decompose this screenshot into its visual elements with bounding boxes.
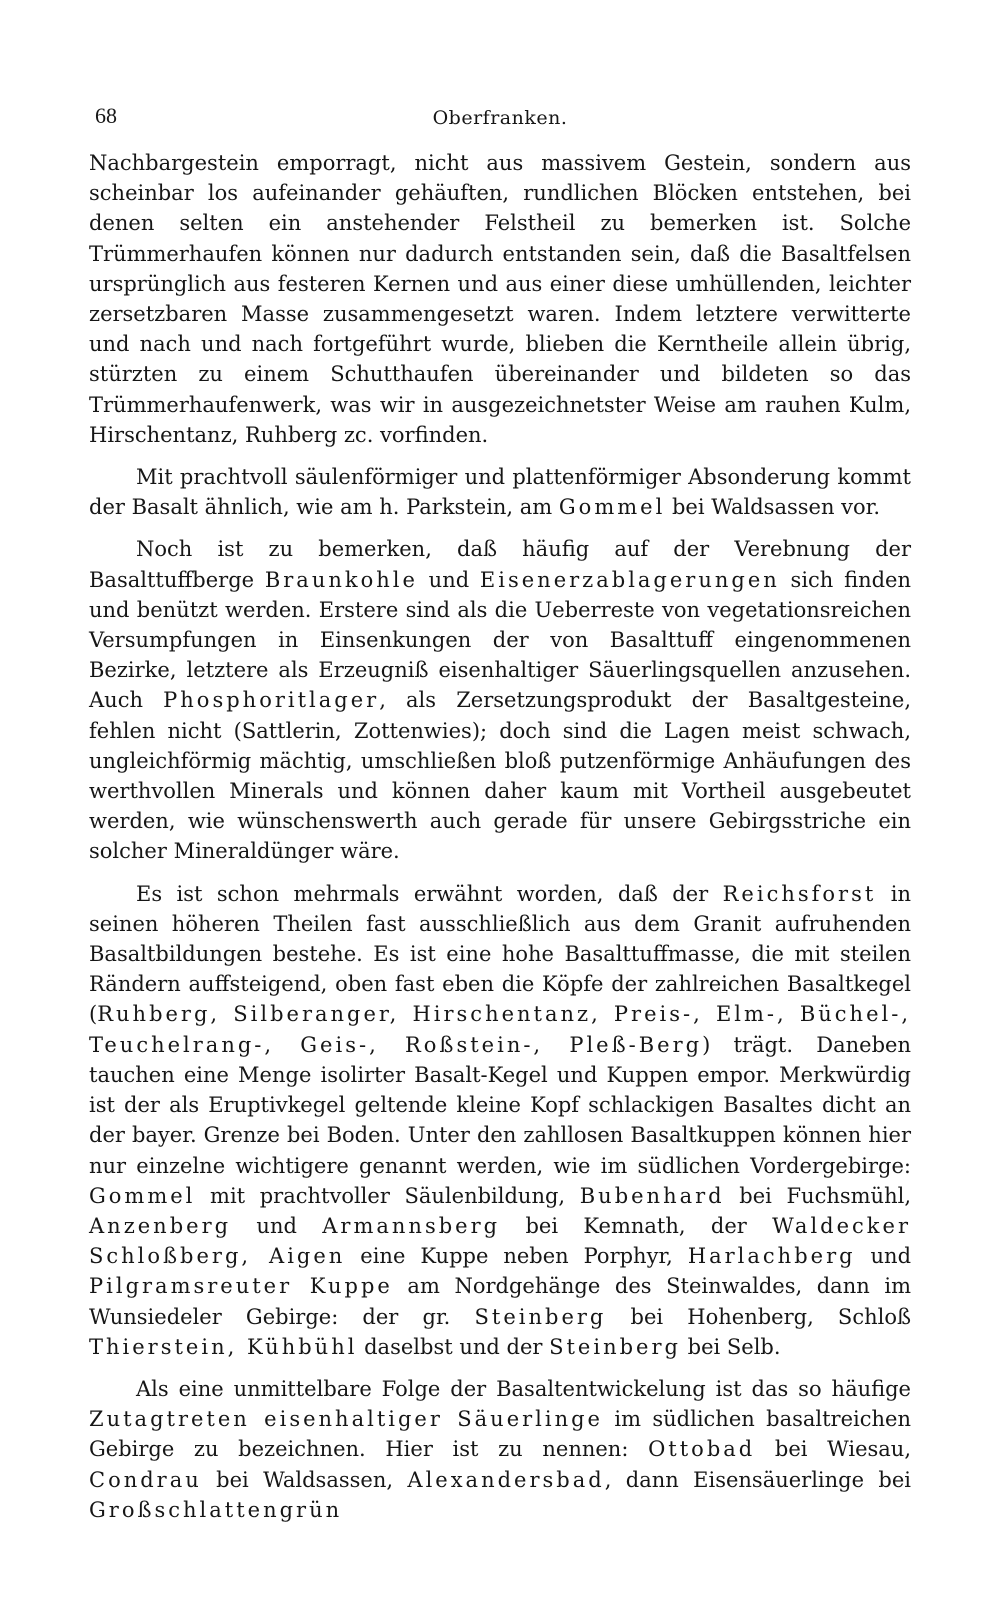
text-run: daselbst und der [357,1334,550,1359]
spaced-emphasis: Ottobad [648,1437,756,1462]
paragraph [89,462,911,522]
paragraph [89,1374,911,1525]
spaced-emphasis: Harlachberg [687,1244,856,1269]
spaced-emphasis: Bubenhard [579,1183,725,1208]
text-run: und [855,1244,912,1269]
paragraph [89,879,911,1362]
text-run: Es ist schon mehrmals erwähnt worden, daß der [136,881,723,906]
text-run: , als Zersetzungsprodukt der Basaltgesteine, fehlen nicht (Sattlerin, Zottenwies); doch sind die Lagen meist schwach, ungleichförmig mächtig, umschließen bloß putzenförmige Anhäufungen des werthvollen Minerals und können daher kaum mit Vortheil ausgebeutet werden, wie wünschenswerth auch gerade für unsere Gebirgsstriche ein solcher Mineraldünger wäre. [89,688,912,864]
body-text [89,148,911,1537]
spaced-emphasis: Braunkohle [264,567,418,592]
text-run: Als eine unmittelbare Folge der Basaltentwickelung ist das so häufige [136,1376,911,1401]
text-run: bei Kemnath, der [500,1213,773,1238]
spaced-emphasis: Reichsforst [722,881,877,906]
text-run: sich finden und benützt werden. Erstere sind als die Ueberreste von vegetationsreichen Versumpfungen in Einsenkungen der von Basalttuff eingenommenen Bezirke, letztere als Erzeugniß eisenhaltiger Säuerlingsquellen anzusehen. Auch [89,567,912,713]
text-run: Mit prachtvoll säulenförmiger und plattenförmiger Absonderung kommt der Basalt ähnlich, wie am h. Parkstein, am [89,465,911,520]
spaced-emphasis: Pilgramsreuter Kuppe [89,1274,393,1299]
text-run: ) trägt. Daneben tauchen eine Menge isolirter Basalt-Kegel und Kuppen empor. Merkwürdig ist der als Eruptivkegel geltende kleine Kopf schlackigen Basaltes dicht an der bayer. Grenze bei Boden. Unter den zahllosen Basaltkuppen können hier nur einzelne wichtigere genannt werden, wie im südlichen Vordergebirge: [89,1032,911,1178]
spaced-emphasis: Großschlattengrün [89,1497,343,1522]
spaced-emphasis: Thierstein, Kühbühl [89,1334,358,1359]
spaced-emphasis: Ruhberg, Silberanger, Hirschentanz, Preis-, Elm-, Büchel-, Teuchelrang-, Geis-, Roßstein-, Pleß-Berg [89,1002,911,1057]
spaced-emphasis: Eisenerzablagerungen [479,567,780,592]
text-run: und [231,1213,323,1238]
spaced-emphasis: Anzenberg [89,1213,232,1238]
text-run: Noch ist zu bemerken, daß häufig auf der Verebnung der Basalttuffberge [89,537,911,592]
text-run: bei Fuchsmühl, [724,1183,911,1208]
text-run: bei Waldsassen vor. [665,495,881,520]
spaced-emphasis: Gommel [558,495,666,520]
text-run: bei Wiesau, [755,1437,912,1462]
spaced-emphasis: Zutagtreten eisenhaltiger Säuerlinge [89,1407,603,1432]
spaced-emphasis: Steinberg [549,1334,681,1359]
text-run: im südlichen basaltreichen Gebirge zu bezeichnen. Hier ist zu nennen: [89,1407,911,1462]
spaced-emphasis: Gommel [89,1183,196,1208]
running-title: Oberfranken. [432,107,568,129]
paragraph [89,148,911,450]
text-run: bei Selb. [680,1334,781,1359]
page-header [89,103,911,139]
page-number: 68 [95,103,117,128]
paragraph [89,534,911,866]
text-run: am Nordgehänge des Steinwaldes, dann im Wunsiedeler Gebirge: der gr. [89,1274,911,1329]
text-run: mit prachtvoller Säulenbildung, [195,1183,580,1208]
spaced-emphasis: Armannsberg [322,1213,501,1238]
spaced-emphasis: Alexandersbad [407,1467,605,1492]
text-run: Nachbargestein emporragt, nicht aus massivem Gestein, sondern aus scheinbar los aufeinander gehäuften, rundlichen Blöcken entstehen, bei denen selten ein anstehender Felstheil zu bemerken ist. Solche Trümmerhaufen können nur dadurch entstanden sein, daß die Basaltfelsen ursprünglich aus festeren Kernen und aus einer diese umhüllenden, leichter zersetzbaren Masse zusammengesetzt waren. Indem letztere verwitterte und nach und nach fortgeführt wurde, blieben die Kerntheile allein übrig, stürzten zu einem Schutthaufen übereinander und bildeten so das Trümmerhaufenwerk, was wir in ausgezeichnetster Weise am rauhen Kulm, Hirschentanz, Ruhberg zc. vorfinden. [89,151,911,447]
spaced-emphasis: Steinberg [474,1304,607,1329]
text-run: in seinen höheren Theilen fast ausschließlich aus dem Granit aufruhenden Basaltbildungen bestehe. Es ist eine hohe Basalttuffmasse, die mit steilen Rändern auffsteigend, oben fast eben die Köpfe der zahlreichen Basaltkegel ( [89,881,911,1027]
text-run: und [417,567,480,592]
spaced-emphasis: Phosphoritlager [163,688,380,713]
text-run: bei Hohenberg, Schloß [606,1304,911,1329]
spaced-emphasis: Waldecker Schloßberg, Aigen [89,1213,911,1269]
text-run: , dann Eisensäuerlinge bei [604,1467,911,1492]
text-run: bei Waldsassen, [201,1467,408,1492]
text-run: eine Kuppe neben Porphyr, [345,1244,688,1269]
spaced-emphasis: Condrau [89,1467,202,1492]
